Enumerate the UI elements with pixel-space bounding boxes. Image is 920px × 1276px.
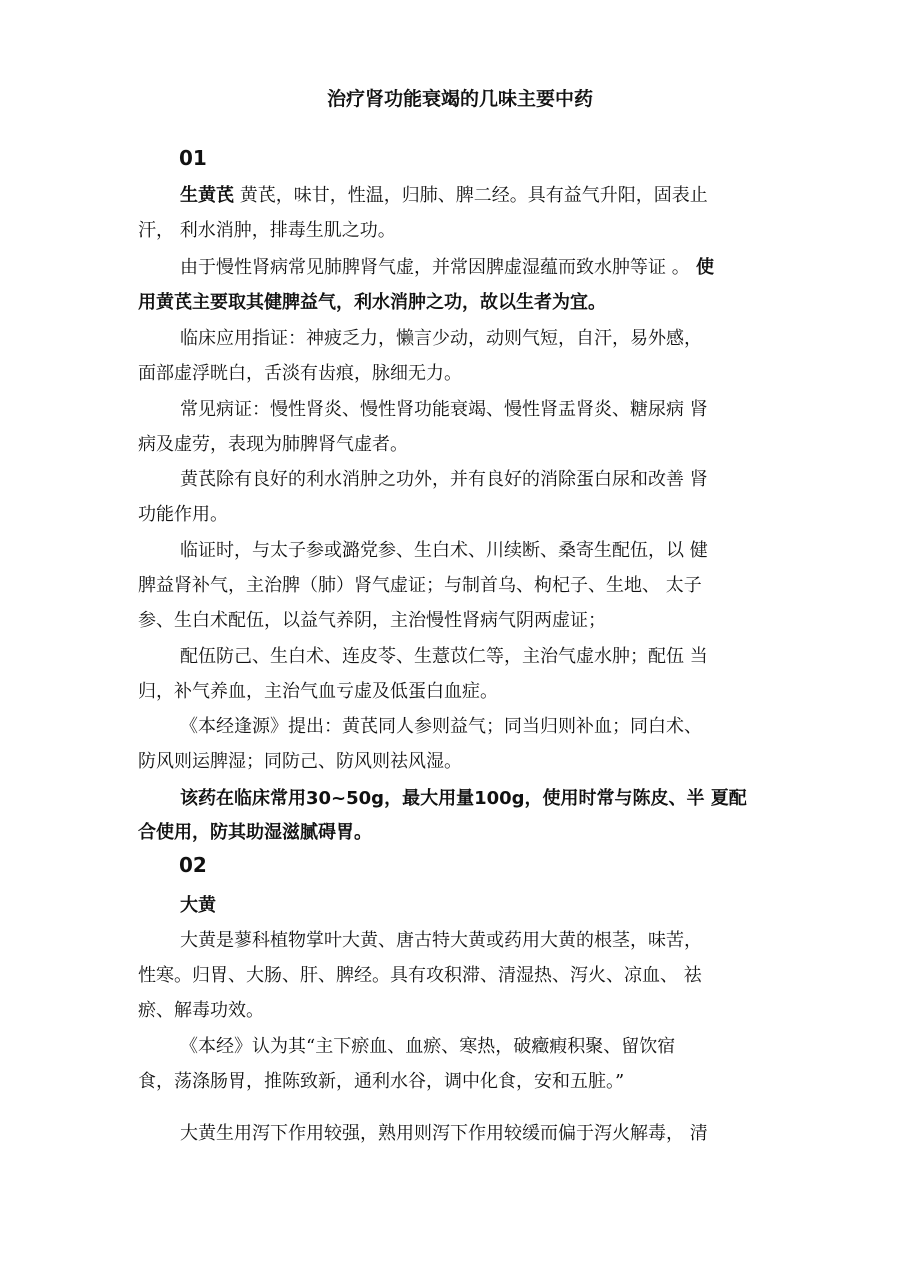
paragraph-line: 临床应用指证：神疲乏力，懒言少动，动则气短，自汗，易外感， (180, 328, 702, 349)
paragraph-line: 防风则运脾湿；同防己、防风则祛风湿。 (138, 751, 462, 772)
paragraph-line: 由于慢性肾病常见肺脾肾气虚，并常因脾虚湿蕴而致水肿等证 。 使 (180, 257, 714, 278)
paragraph-line: 《本经》认为其“主下瘀血、血瘀、寒热，破癥瘕积聚、留饮宿 (180, 1036, 676, 1057)
paragraph-line: 归，补气养血，主治气血亏虚及低蛋白血症。 (138, 681, 498, 702)
paragraph-line: 临证时，与太子参或潞党参、生白术、川续断、桑寄生配伍，以 健 (180, 540, 708, 561)
paragraph-line: 配伍防己、生白术、连皮苓、生薏苡仁等，主治气虚水肿；配伍 当 (180, 646, 708, 667)
herb-name: 大黄 (180, 895, 216, 916)
paragraph-line: 性寒。归胃、大肠、肝、脾经。具有攻积滞、清湿热、泻火、凉血、 祛 (138, 965, 702, 986)
paragraph-line: 食，荡涤肠胃，推陈致新，通利水谷，调中化食，安和五脏。” (138, 1071, 625, 1092)
paragraph-line: 生黄芪 黄芪，味甘，性温，归肺、脾二经。具有益气升阳，固表止 (180, 185, 708, 206)
paragraph-line: 参、生白术配伍，以益气养阴，主治慢性肾病气阴两虚证； (138, 610, 606, 631)
paragraph-line: 病及虚劳，表现为肺脾肾气虚者。 (138, 434, 408, 455)
document-title: 治疗肾功能衰竭的几味主要中药 (326, 88, 593, 110)
paragraph-line: 大黄是蓼科植物掌叶大黄、唐古特大黄或药用大黄的根茎，味苦， (180, 930, 702, 951)
paragraph-line: 黄芪除有良好的利水消肿之功外，并有良好的消除蛋白尿和改善 肾 (180, 469, 708, 490)
paragraph-line: 《本经逢源》提出：黄芪同人参则益气；同当归则补血；同白术、 (180, 716, 702, 737)
section-number: 02 (179, 853, 207, 877)
paragraph-line: 汗， 利水消肿，排毒生肌之功。 (138, 220, 396, 241)
herb-name: 生黄芪 (180, 185, 234, 206)
section-number: 01 (179, 146, 207, 170)
paragraph-line: 瘀、解毒功效。 (138, 1000, 264, 1021)
paragraph-line: 脾益肾补气，主治脾（肺）肾气虚证；与制首乌、枸杞子、生地、 太子 (138, 575, 702, 596)
paragraph-line: 常见病证：慢性肾炎、慢性肾功能衰竭、慢性肾盂肾炎、糖尿病 肾 (180, 399, 708, 420)
paragraph-line: 功能作用。 (138, 504, 228, 525)
paragraph-line: 大黄生用泻下作用较强，熟用则泻下作用较缓而偏于泻火解毒， 清 (180, 1123, 708, 1144)
paragraph-line-bold: 用黄芪主要取其健脾益气，利水消肿之功，故以生者为宜。 (138, 292, 606, 313)
paragraph-line: 面部虚浮晄白，舌淡有齿痕，脉细无力。 (138, 363, 462, 384)
paragraph-line-bold: 该药在临床常用30~50g，最大用量100g，使用时常与陈皮、半 夏配 (180, 788, 747, 809)
paragraph-line-bold: 合使用，防其助湿滋腻碍胃。 (138, 822, 372, 843)
